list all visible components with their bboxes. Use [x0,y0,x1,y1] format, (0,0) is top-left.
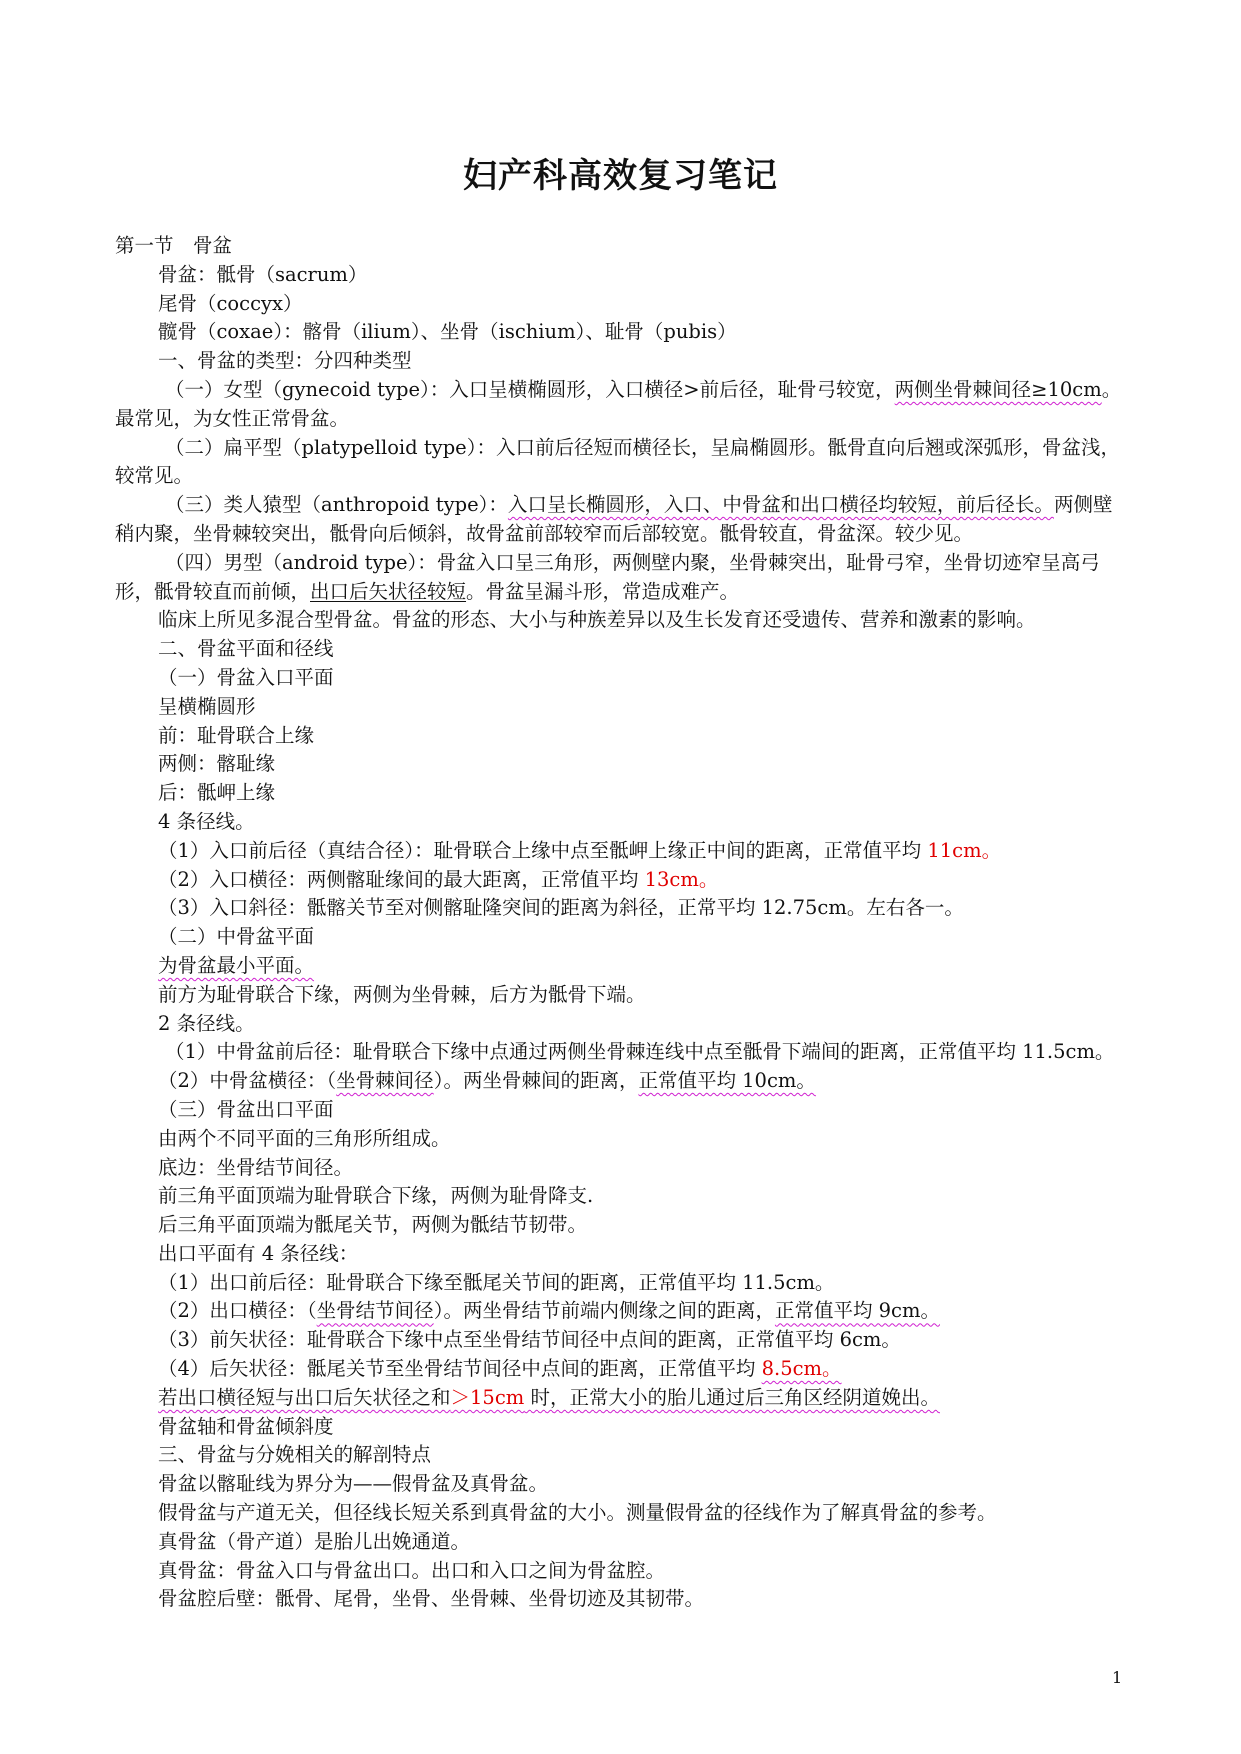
text-line [115,290,1130,319]
underlined-text: 入口呈长椭圆形，入口、中骨盆和出口横径均较短，前后径长。 [507,493,1054,517]
text-segment: （二）中骨盆平面 [158,925,315,949]
text-line [115,376,1130,434]
underlined-text: 坐骨结节间径 [316,1299,434,1323]
text-line [115,1326,1130,1355]
text-line [115,318,1130,347]
underlined-text: 为骨盆最小平面。 [158,953,315,977]
text-segment: （3）入口斜径：骶髂关节至对侧髂耻隆突间的距离为斜径，正常平均 12.75cm。左右各一。 [158,896,964,920]
text-segment: （二）扁平型（platypelloid type）：入口前后径短而横径长，呈扁椭圆形。骶骨直向后翘或深弧形，骨盆浅，较常见。 [115,435,1120,488]
text-segment: 呈横椭圆形 [158,694,256,718]
text-segment: 由两个不同平面的三角形所组成。 [158,1126,451,1150]
text-line [115,606,1130,635]
text-segment: 骨盆轴和骨盆倾斜度 [158,1414,334,1438]
text-segment: （一）女型（gynecoid type）：入口呈横椭圆形，入口横径>前后径，耻骨弓较宽， [165,377,895,401]
text-line [115,981,1130,1010]
text-segment: 出口平面有 4 条径线： [158,1241,359,1265]
text-segment: 骨盆以髂耻线为界分为——假骨盆及真骨盆。 [158,1472,549,1496]
text-line [115,635,1130,664]
text-line [115,923,1130,952]
text-segment: 前：耻骨联合上缘 [158,723,315,747]
text-segment: 后：骶岬上缘 [158,781,276,805]
text-line [115,750,1130,779]
text-line [115,434,1130,492]
document-title: 妇产科高效复习笔记 [463,156,778,196]
text-segment: （四）男型（android type）：骨盆入口呈三角形，两侧壁内聚，坐骨棘突出，耻骨弓窄，坐骨切迹窄呈高弓形，骶骨较直而前倾， [115,550,1100,603]
underlined-text: 正常值平均 10cm。 [638,1069,816,1093]
underlined-text: 出口后矢状径较短 [310,579,467,603]
underlined-text: 正常值平均 9cm。 [774,1299,940,1323]
text-segment: （3）前矢状径：耻骨联合下缘中点至坐骨结节间径中点间的距离，正常值平均 6cm。 [158,1328,901,1352]
text-line [115,1585,1130,1614]
text-segment: 。骨盆呈漏斗形，常造成难产。 [466,579,740,603]
text-line [115,1125,1130,1154]
text-line [115,232,1130,261]
text-segment: ）。两坐骨棘间的距离， [433,1069,639,1093]
highlighted-value: 13cm。 [644,867,719,891]
highlighted-value: 8.5cm。 [761,1357,842,1381]
text-segment: 尾骨（coccyx） [158,291,303,315]
text-line [115,952,1130,981]
text-line [115,1441,1130,1470]
highlighted-value: ＞15cm [450,1385,525,1409]
text-segment: 两侧壁稍内聚，坐骨棘较突出，骶骨向后倾斜，故骨盆前部较窄而后部较宽。骶骨较直，骨盆深。较少见。 [115,493,1113,545]
text-segment: （2）出口横径：（ [158,1299,317,1323]
text-line [115,1413,1130,1442]
text-segment: （2）中骨盆横径：（ [158,1069,337,1093]
highlighted-value: 11cm。 [927,838,1002,862]
text-segment: 骨盆腔后壁：骶骨、尾骨，坐骨、坐骨棘、坐骨切迹及其韧带。 [158,1587,705,1611]
text-line [115,1038,1130,1067]
text-line [115,1297,1130,1326]
underlined-text: 坐骨棘间径 [336,1069,434,1093]
text-segment: 一、骨盆的类型：分四种类型 [158,349,412,373]
text-segment: （4）后矢状径：骶尾关节至坐骨结节间径中点间的距离，正常值平均 [158,1357,762,1381]
page-number: 1 [1112,1668,1123,1687]
document-body [115,232,1130,1614]
text-segment: 二、骨盆平面和径线 [158,637,334,661]
text-segment: 2 条径线。 [158,1011,255,1035]
text-line [115,1355,1130,1384]
text-segment: 髋骨（coxae）：髂骨（ilium）、坐骨（ischium）、耻骨（pubis） [158,320,737,344]
text-line [115,1211,1130,1240]
text-segment: 4 条径线。 [158,809,255,833]
text-line [115,1010,1130,1039]
text-segment: （1）入口前后径（真结合径）：耻骨联合上缘中点至骶岬上缘正中间的距离，正常值平均 [158,838,928,862]
text-segment: 前三角平面顶端为耻骨联合下缘，两侧为耻骨降支. [158,1184,594,1208]
text-line [115,894,1130,923]
text-segment: ）。两坐骨结节前端内侧缘之间的距离， [433,1299,775,1323]
text-segment: 三、骨盆与分娩相关的解剖特点 [158,1443,432,1467]
text-line [115,837,1130,866]
text-line [115,1240,1130,1269]
text-segment: 第一节 骨盆 [115,234,233,257]
text-line [115,491,1130,549]
underlined-text: 时，正常大小的胎儿通过后三角区经阴道娩出。 [524,1385,940,1409]
text-line [115,347,1130,376]
text-segment: （三）骨盆出口平面 [158,1097,334,1121]
underlined-text: 两侧坐骨棘间径≥10cm [894,377,1102,401]
text-line [115,722,1130,751]
text-line [115,1096,1130,1125]
text-line [115,1269,1130,1298]
text-segment: 底边：坐骨结节间径。 [158,1155,354,1179]
text-line [115,1470,1130,1499]
text-line [115,808,1130,837]
text-line [115,1499,1130,1528]
text-line [115,261,1130,290]
text-line [115,1384,1130,1413]
text-segment: 两侧：髂耻缘 [158,752,276,776]
text-line [115,1557,1130,1586]
text-segment: 真骨盆（骨产道）是胎儿出娩通道。 [158,1529,471,1553]
text-segment: 后三角平面顶端为骶尾关节，两侧为骶结节韧带。 [158,1213,588,1237]
text-segment: （1）出口前后径：耻骨联合下缘至骶尾关节间的距离，正常值平均 11.5cm。 [158,1270,835,1294]
text-line [115,1182,1130,1211]
text-segment: （2）入口横径：两侧髂耻缘间的最大距离，正常值平均 [158,867,645,891]
text-segment: 临床上所见多混合型骨盆。骨盆的形态、大小与种族差异以及生长发育还受遗传、营养和激素的影响。 [158,608,1036,632]
text-line [115,664,1130,693]
text-segment: 前方为耻骨联合下缘，两侧为坐骨棘，后方为骶骨下端。 [158,982,646,1006]
text-line [115,1154,1130,1183]
text-segment: （三）类人猿型（anthropoid type）： [165,493,508,517]
text-segment: 假骨盆与产道无关，但径线长短关系到真骨盆的大小。测量假骨盆的径线作为了解真骨盆的参考。 [158,1501,997,1525]
text-line [115,1528,1130,1557]
text-segment: （一）骨盆入口平面 [158,665,334,689]
text-line [115,549,1130,607]
text-line [115,866,1130,895]
text-segment: 。最常见，为女性正常骨盆。 [115,377,1122,430]
text-segment: 真骨盆：骨盆入口与骨盆出口。出口和入口之间为骨盆腔。 [158,1558,666,1582]
text-segment: （1）中骨盆前后径：耻骨联合下缘中点通过两侧坐骨棘连线中点至骶骨下端间的距离，正常值平均 11.5cm。 [165,1040,1115,1064]
text-line [115,1067,1130,1096]
text-line [115,779,1130,808]
text-line [115,693,1130,722]
underlined-text: 若出口横径短与出口后矢状径之和 [158,1385,451,1409]
text-segment: 骨盆：骶骨（sacrum） [158,262,368,286]
